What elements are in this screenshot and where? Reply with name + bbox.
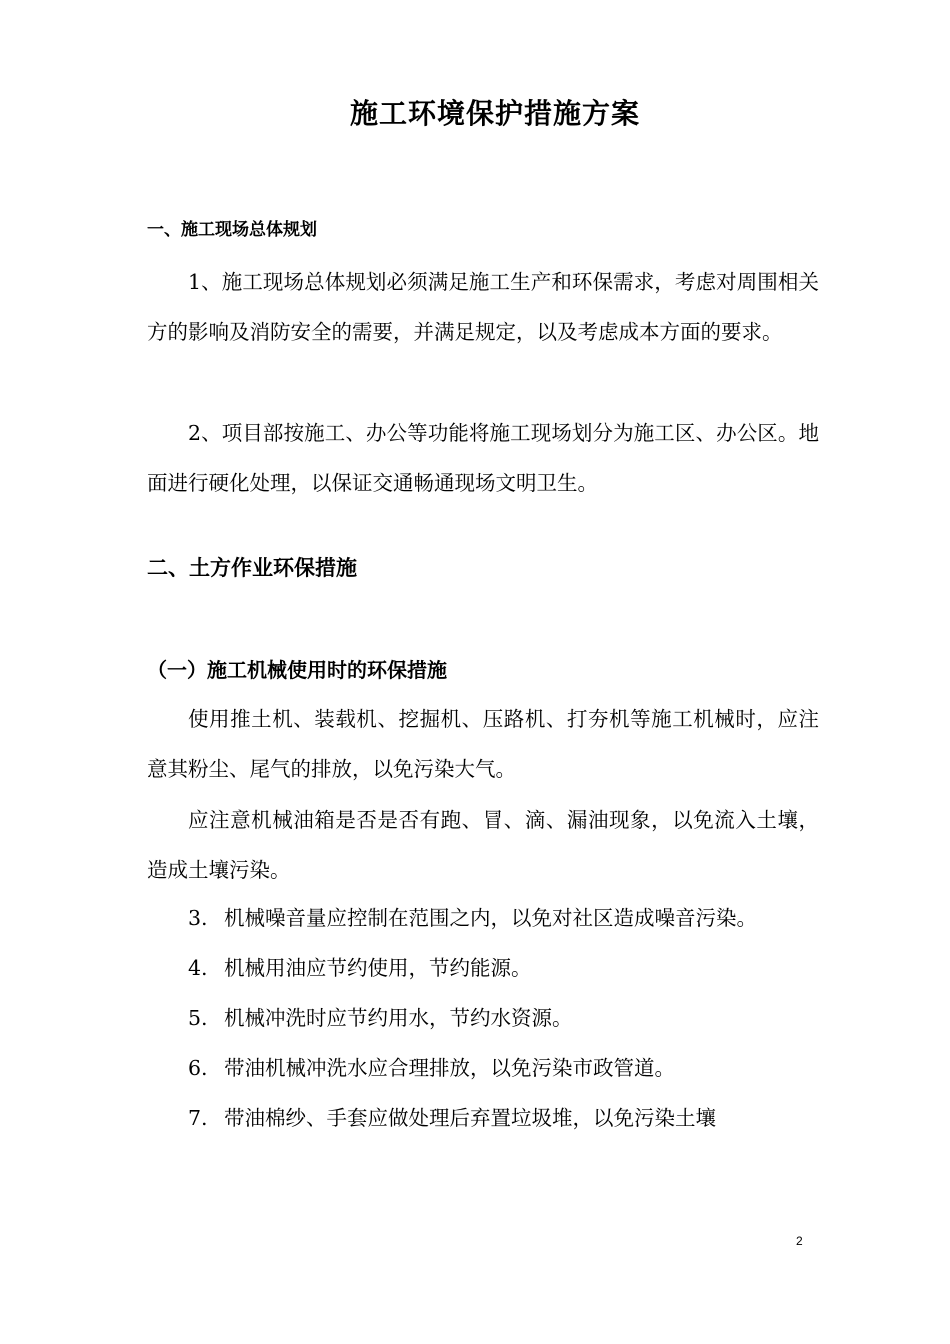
subsection-1-heading: （一）施工机械使用时的环保措施	[147, 658, 447, 682]
list-item	[188, 1043, 675, 1093]
section-1-paragraph-2: 2、项目部按施工、办公等功能将施工现场划分为施工区、办公区。地面进行硬化处理，以保证交通畅通现场文明卫生。	[147, 421, 819, 495]
list-item	[188, 993, 573, 1043]
list-item-number: 4.	[188, 956, 208, 980]
list-item	[188, 943, 532, 993]
list-item-number: 7.	[188, 1106, 208, 1130]
list-item-text: 机械用油应节约使用，节约能源。	[224, 956, 532, 980]
list-item-text: 带油棉纱、手套应做处理后弃置垃圾堆，以免污染土壤	[224, 1106, 716, 1130]
list-item-text: 机械冲洗时应节约用水，节约水资源。	[224, 1006, 573, 1030]
list-item	[188, 1093, 716, 1143]
list-item-text: 带油机械冲洗水应合理排放，以免污染市政管道。	[224, 1056, 675, 1080]
list-item-number: 3.	[188, 906, 208, 930]
list-item	[188, 893, 757, 943]
section-1-heading: 一、施工现场总体规划	[147, 220, 317, 240]
list-item-number: 5.	[188, 1006, 208, 1030]
subsection-1-paragraph-2: 应注意机械油箱是否是否有跑、冒、滴、漏油现象，以免流入土壤，造成土壤污染。	[147, 808, 819, 882]
page-number: 2	[796, 1234, 803, 1248]
list-item-number: 6.	[188, 1056, 208, 1080]
subsection-1-paragraph-1: 使用推土机、装载机、挖掘机、压路机、打夯机等施工机械时，应注意其粉尘、尾气的排放，以免污染大气。	[147, 707, 819, 781]
section-1-paragraph-1: 1、施工现场总体规划必须满足施工生产和环保需求，考虑对周围相关方的影响及消防安全的需要，并满足规定，以及考虑成本方面的要求。	[147, 270, 819, 344]
list-item-text: 机械噪音量应控制在范围之内，以免对社区造成噪音污染。	[224, 906, 757, 930]
section-2-heading: 二、土方作业环保措施	[147, 556, 357, 580]
document-title: 施工环境保护措施方案	[349, 97, 640, 130]
